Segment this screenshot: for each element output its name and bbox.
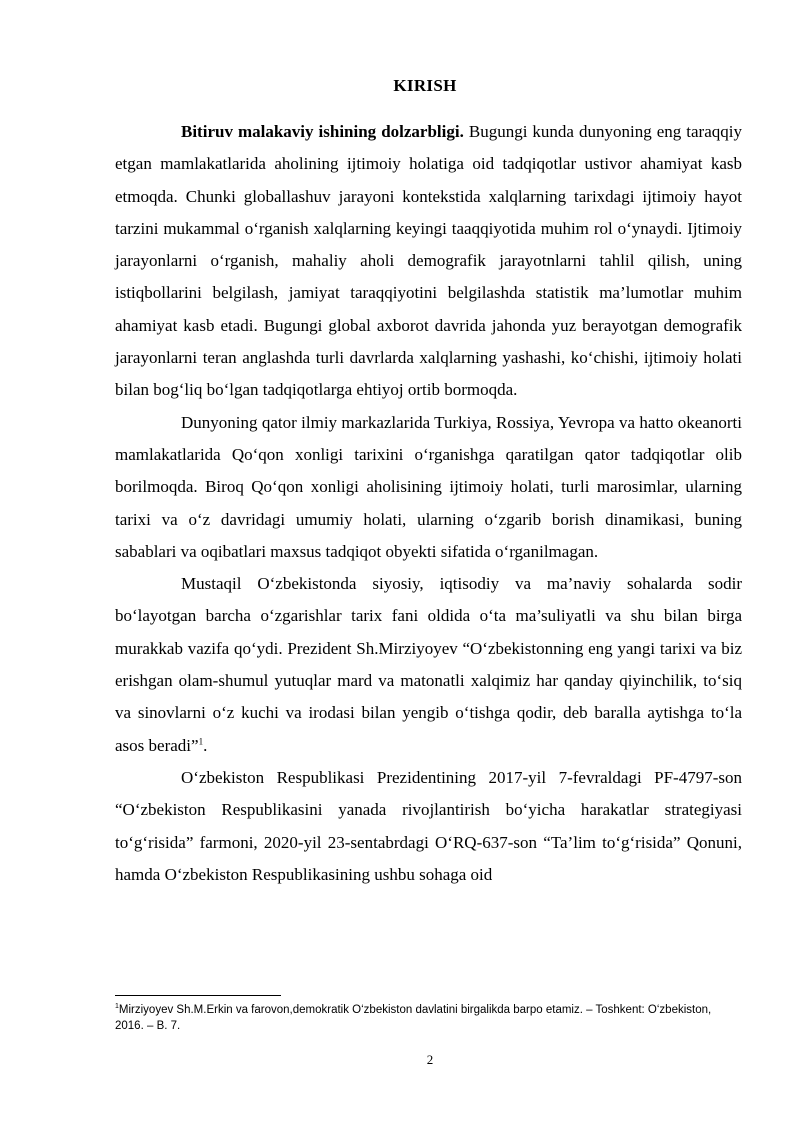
paragraph-decrees: O‘zbekiston Respublikasi Prezidentining 2017-yil 7-fevraldagi PF-4797-son “O‘zbekiston Respublikasini yanada rivojlantirish bo‘yicha harakatlar strategiyasi to‘g‘risida” farmoni, 2020-yil 23-sentabrdagi O‘RQ-637-son “Ta’lim to‘g‘risida” Qonuni, hamda O‘zbekiston Respublikasining ushbu sohaga oid — [115, 767, 742, 884]
paragraph-text: Mustaqil O‘zbekistonda siyosiy, iqtisodiy va ma’naviy sohalarda sodir bo‘layotgan barcha o‘zgarishlar tarix fani oldida o‘ta ma’suliyatli va shu bilan birga murakkab vazifa qo‘ydi. Prezident Sh.Mirziyoyev “O‘zbekistonning eng yangi tarixi va biz erishgan olam-shumul yutuqlar mard va matonatli xalqimiz har qanday qiyinchilik, to‘siq va sinovlarni o‘z kuchi va irodasi bilan yengib o‘tishga qodir, deb baralla aytishga to‘la asos beradi” — [115, 574, 742, 755]
page-number: 2 — [426, 1052, 434, 1067]
paragraph-text: Bugungi kunda dunyoning eng taraqqiy etgan mamlakatlarida aholining ijtimoiy holatiga oid tadqiqotlar ustivor ahamiyat kasb etmoqda. Chunki globallashuv jarayoni kontekstida xalqlarning tarixdagi ijtimoiy hayot tarzini mukammal o‘rganish xalqlarning keyingi taaqqiyotida muhim rol o‘ynaydi. Ijtimoiy jarayonlarni o‘rganish, mahaliy aholi demografik jarayotnlarni tahlil qilish, uning istiqbollarini belgilash, jamiyat taraqqiyotini belgilashda statistik ma’lumotlar muhim ahamiyat kasb etadi. Bugungi global axborot davrida jahonda yuz berayotgan demografik jarayonlarni teran anglashda turli davrlarda xalqlarning yashashi, ko‘chishi, ijtimoiy holati bilan bog‘liq bo‘lgan tadqiqotlarga ehtiyoj ortib bormoqda. — [115, 122, 742, 400]
paragraph-independence — [115, 568, 742, 762]
paragraph-end: . — [203, 735, 208, 755]
paragraph-lead: Bitiruv malakaviy ishining dolzarbligi. — [181, 122, 464, 141]
paragraph-research-centers: Dunyoning qator ilmiy markazlarida Turkiya, Rossiya, Yevropa va hatto okeanorti mamlakatlarida Qo‘qon xonligi tarixini o‘rganishga qaratilgan qator tadqiqotlar olib borilmoqda. Biroq Qo‘qon xonligi aholisining ijtimoiy holati, turli marosimlar, ularning tarixi va o‘z davridagi umumiy holati, ularning o‘zgarib borish dinamikasi, buning sabablari va oqibatlari maxsus tadqiqot obyekti sifatida o‘rganilmagan. — [115, 412, 742, 561]
page-title: KIRISH — [393, 76, 457, 95]
footnote — [115, 1002, 742, 1034]
body-text — [115, 116, 742, 891]
footnote-text: Mirziyoyev Sh.M.Erkin va farovon,demokratik O‘zbekiston davlatini birgalikda barpo etamiz. – Toshkent: O‘zbekiston, 2016. – B. 7. — [115, 1004, 712, 1032]
paragraph-relevance — [115, 116, 742, 407]
footnote-marker: 1 — [115, 1003, 119, 1011]
footnote-reference[interactable]: 1 — [198, 735, 204, 746]
footnote-separator — [115, 995, 281, 996]
